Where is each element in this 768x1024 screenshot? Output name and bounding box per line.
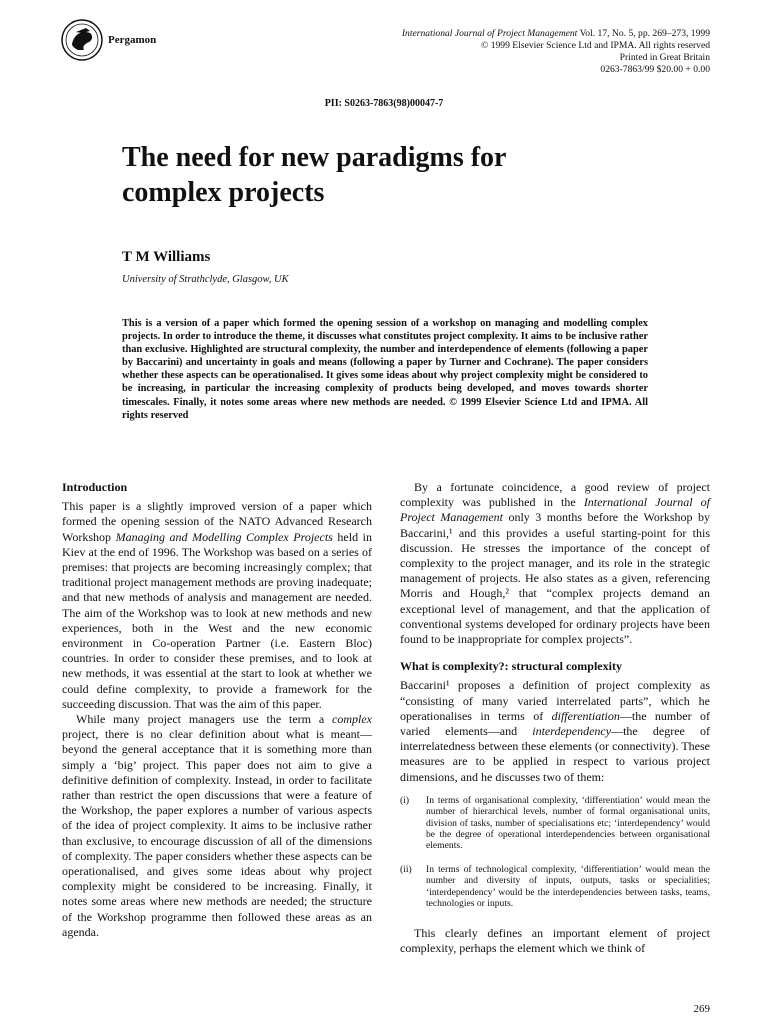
- section-heading-introduction: Introduction: [62, 480, 128, 494]
- author-affiliation: University of Strathclyde, Glasgow, UK: [122, 274, 289, 285]
- printed-line: Printed in Great Britain: [619, 52, 710, 63]
- issn-line: 0263-7863/99 $20.00 + 0.00: [600, 64, 710, 75]
- text-run: —the degree of interrelatedness between these elements (or connectivity). These measures are to be applied in respect to various project dimensions, and he discusses two of them:: [400, 724, 710, 784]
- emphasis: differentiation: [551, 708, 620, 723]
- list-number: (i): [400, 794, 410, 806]
- journal-name: International Journal of Project Management: [401, 28, 578, 39]
- author-name: T M Williams: [122, 249, 211, 265]
- emphasis: complex: [332, 712, 372, 727]
- text-run: held in Kiev at the end of 1996. The Workshop was based on a series of premises: that projects are becoming increasingly complex; that traditional project management methods are proving inadequate; and that new methods of analysis and management are needed. The aim of the Workshop was to look at new methods and new experiences, both in the West and the new economic environment in Co-operation Partner (i.e. Eastern Bloc) countries. In order to consider these premises, and to look at new methods, it was essential at the start to look at whether we could define complexity, to provide a framework for the succeeding discussion. That was the aim of this paper.: [62, 529, 373, 711]
- left-column: [62, 480, 372, 940]
- right-column: [400, 480, 710, 956]
- journal-info: [350, 28, 710, 76]
- text-run: While many project managers use the term a: [76, 712, 333, 727]
- text-run: —the number of varied elements—and: [400, 708, 711, 739]
- workshop-title: Managing and Modelling Complex Projects: [115, 529, 333, 544]
- text-run: By a fortunate coincidence, a good review of project complexity was published in the: [400, 480, 710, 510]
- copyright-line: © 1999 Elsevier Science Ltd and IPMA. All rights reserved: [481, 40, 710, 51]
- list-text: In terms of organisational complexity, ‘differentiation’ would mean the number of hierarchical levels, number of formal organisational units, division of tasks, number of specialisations etc; ‘interdependency’ would be the degree of operational interdependencies between organisational elements.: [426, 794, 710, 852]
- pii-identifier: PII: S0263-7863(98)00047-7: [324, 98, 444, 109]
- intro-paragraph-2: [62, 712, 372, 940]
- text-run: Baccarini¹ proposes a definition of project complexity as “consisting of many varied interrelated parts”, which he operationalises in terms of: [400, 678, 710, 723]
- title-line-2: complex projects: [122, 177, 325, 208]
- text-run: This paper is a slightly improved version of a paper which formed the opening session of the NATO Advanced Research Workshop: [62, 499, 372, 544]
- title-line-1: The need for new paradigms for: [122, 142, 507, 173]
- article-title: [122, 140, 682, 210]
- list-item: [400, 864, 710, 910]
- publisher-name: Pergamon: [108, 34, 157, 46]
- publisher-logo: [60, 18, 104, 62]
- text-run: project, there is no clear definition about what is meant—beyond the general acceptance that it is something more than simply a ‘big’ project. This paper does not aim to give a definitive definition of complexity. Instead, in order to facilitate rather than restrict the open discussions that were a feature of the Workshop, the paper explores a number of various aspects of the idea of project complexity. It aims to be inclusive rather than exclusive, to encourage discussion of all of the dimensions of complexity. The paper considers whether these aspects can be operationalised, and gives some ideas about why project complexity might be considered to be increasing. Finally, it notes some areas where new methods are needed; the structure of the Workshop programme then followed these areas as an agenda.: [62, 727, 372, 939]
- page-number: 269: [693, 1003, 710, 1015]
- definition-paragraph: [400, 678, 710, 784]
- journal-details: Vol. 17, No. 5, pp. 269–273, 1999: [579, 28, 710, 39]
- list-text: In terms of technological complexity, ‘differentiation’ would mean the number and diversity of inputs, outputs, tasks or specialities; ‘interdependency’ would be the interdependencies between tasks, teams, technologies or inputs.: [426, 863, 710, 910]
- section-heading-structural-complexity: What is complexity?: structural complexity: [400, 659, 622, 674]
- intro-paragraph-1: [62, 499, 372, 712]
- review-paragraph: [400, 480, 710, 647]
- closing-paragraph: This clearly defines an important element of project complexity, perhaps the element which we think of: [400, 925, 710, 955]
- list-number: (ii): [400, 863, 412, 875]
- list-item: [400, 795, 710, 852]
- text-run: only 3 months before the Workshop by Baccarini,¹ and this provides a useful starting-point for this discussion. He stresses the importance of the concept of complexity to the project manager, and its role in the strategic management of projects. He also states as a given, referencing Morris and Hough,² that “complex projects demand an exceptional level of management, and that the application of conventional systems developed for ordinary projects have been found to be inappropriate for complex projects”.: [400, 510, 710, 647]
- emphasis: interdependency: [532, 724, 612, 739]
- abstract: This is a version of a paper which formed the opening session of a workshop on managing and modelling complex projects. In order to introduce the theme, it discusses what constitutes project complexity. It aims to be inclusive rather than exclusive. Highlighted are structural complexity, the number and interdependence of elements (following a paper by Baccarini) and uncertainty in goals and means (following a paper by Turner and Cochrane). The paper considers whether these aspects can be operationalised. It gives some ideas about why project complexity might be considered to be increasing, in particular the increasing complexity of products being developed, and moves towards shorter timescales. Finally, it notes some areas where new methods are needed. © 1999 Elsevier Science Ltd and IPMA. All rights reserved: [122, 318, 648, 421]
- journal-citation: [350, 28, 710, 40]
- journal-reference: International Journal of Project Management: [400, 495, 711, 525]
